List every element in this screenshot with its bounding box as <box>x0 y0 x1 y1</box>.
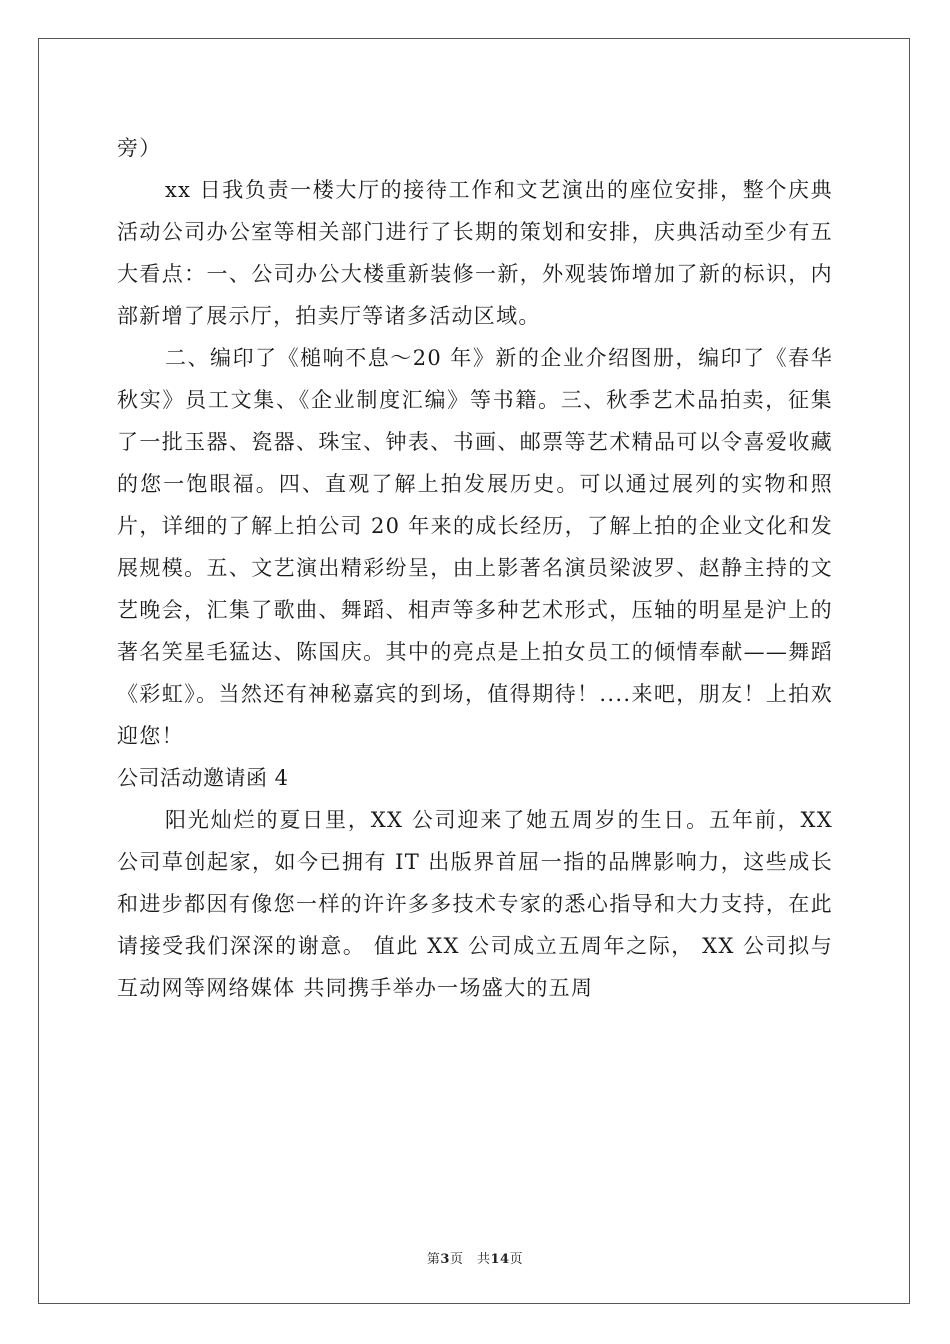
paragraph-invitation: 阳光灿烂的夏日里，XX 公司迎来了她五周岁的生日。五年前，XX 公司草创起家，如今已拥有 IT 出版界首屈一指的品牌影响力，这些成长和进步都因有像您一样的许许多多技术专家的悉心指导和大力支持，在此请接受我们深深的谢意。 值此 XX 公司成立五周年之际， XX 公司拟与互动网等网络媒体 共同携手举办一场盛大的五周 <box>117 808 833 1000</box>
page-total: 14 <box>490 1252 510 1267</box>
page-current: 3 <box>440 1252 450 1267</box>
paragraph-reception: xx 日我负责一楼大厅的接待工作和文艺演出的座位安排，整个庆典活动公司办公室等相关部门进行了长期的策划和安排，庆典活动至少有五大看点：一、公司办公大楼重新装修一新，外观装饰增加了新的标识，内部新增了展示厅，拍卖厅等诸多活动区域。 <box>117 178 833 328</box>
paragraph-highlights: 二、编印了《槌响不息～20 年》新的企业介绍图册，编印了《春华秋实》员工文集、《企业制度汇编》等书籍。三、秋季艺术品拍卖，征集了一批玉器、瓷器、珠宝、钟表、书画、邮票等艺术精品可以令喜爱收藏的您一饱眼福。四、直观了解上拍发展历史。可以通过展列的实物和照片，详细的了解上拍公司 20 年来的成长经历，了解上拍的企业文化和发展规模。五、文艺演出精彩纷呈，由上影著名演员梁波罗、赵静主持的文艺晚会，汇集了歌曲、舞蹈、相声等多种艺术形式，压轴的明星是沪上的著名笑星毛猛达、陈国庆。其中的亮点是上拍女员工的倾情奉献——舞蹈《彩虹》。当然还有神秘嘉宾的到场，值得期待！....来吧，朋友！上拍欢迎您！ <box>117 346 833 748</box>
page-suffix: 页 <box>509 1252 524 1267</box>
page-footer <box>0 1248 950 1267</box>
section-heading: 公司活动邀请函 4 <box>117 766 289 790</box>
page-mid: 页 共 <box>449 1252 491 1267</box>
document-body <box>117 127 833 1009</box>
page-prefix: 第 <box>426 1252 441 1267</box>
paragraph-continuation: 旁） <box>117 136 162 160</box>
